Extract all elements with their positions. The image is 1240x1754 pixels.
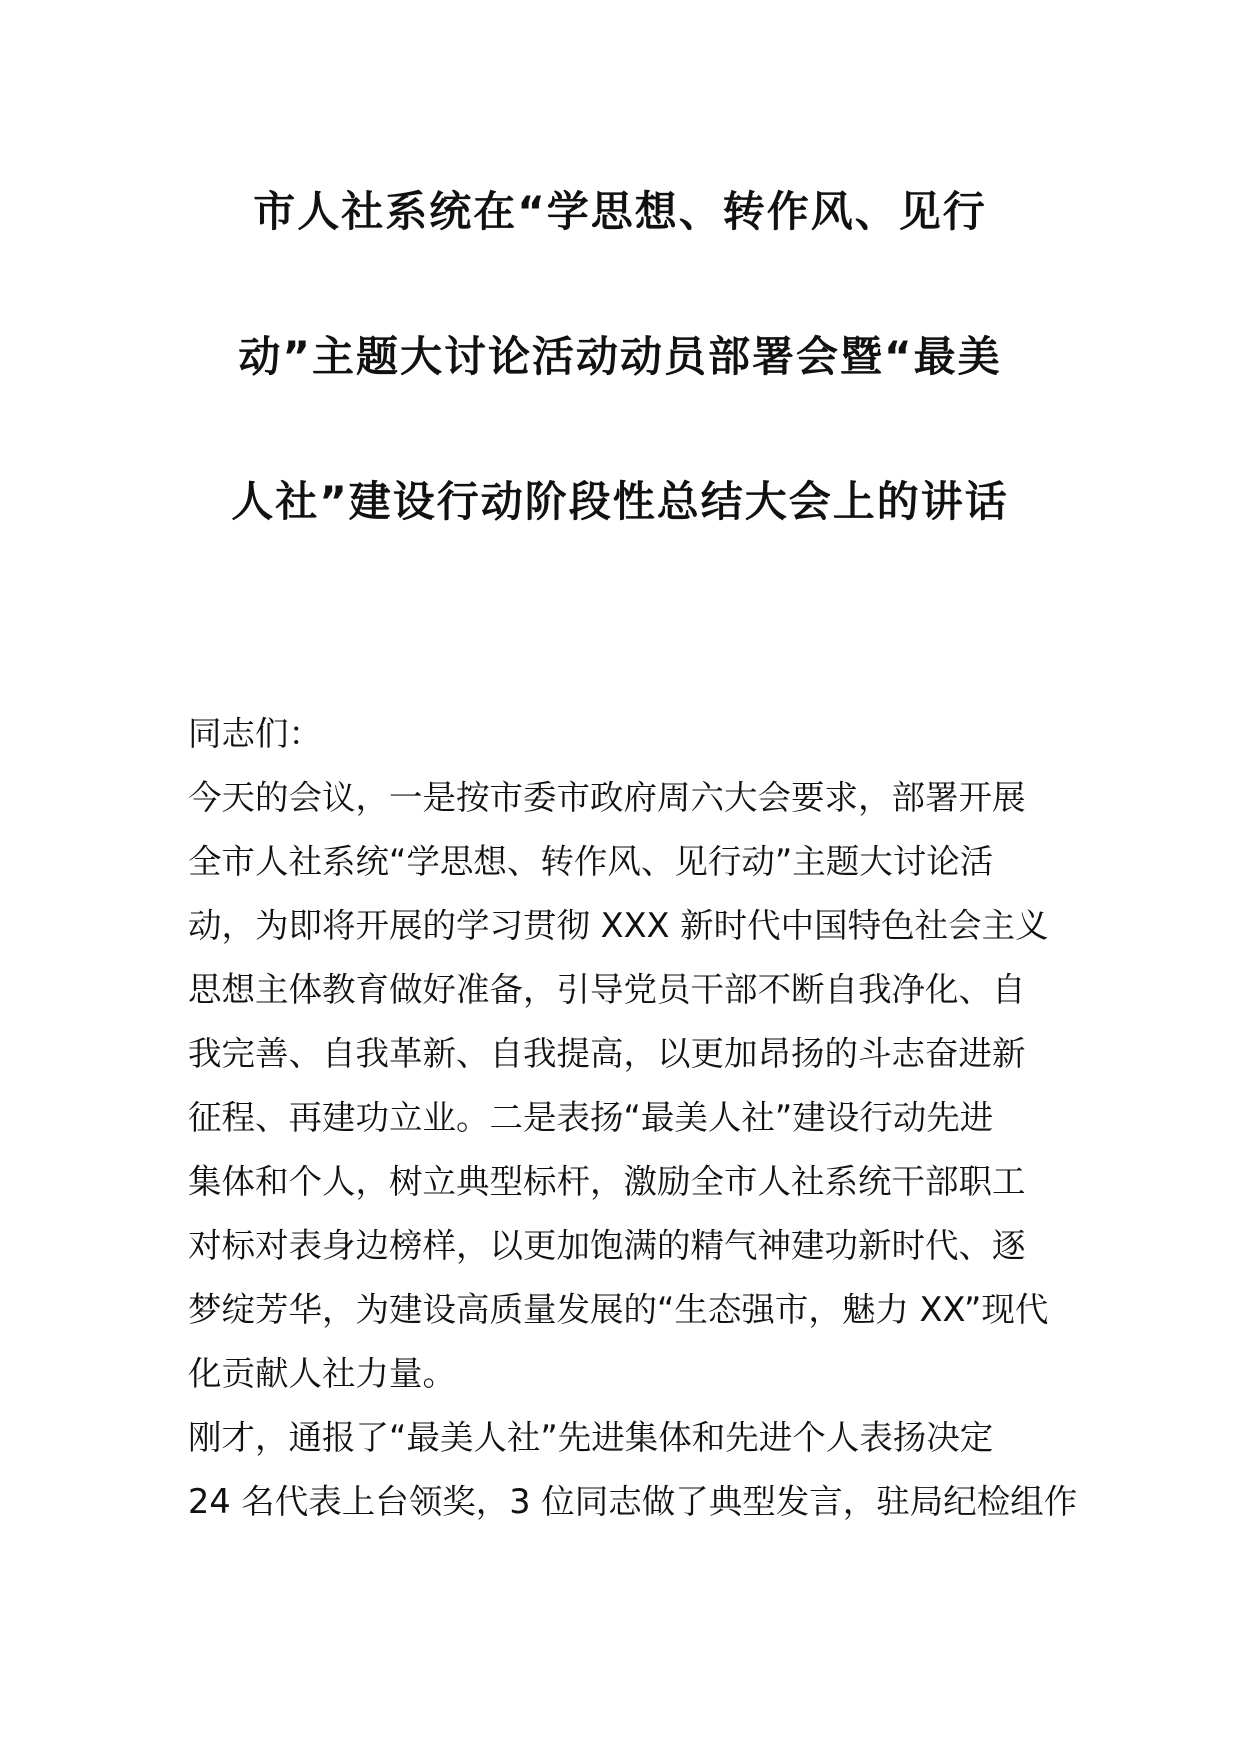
- body-line: 征程、再建功立业。二是表扬“最美人社”建设行动先进: [188, 1098, 994, 1137]
- body-line: 梦绽芳华，为建设高质量发展的“生态强市，魅力 XX”现代: [188, 1290, 1049, 1329]
- speech-body: [188, 702, 1078, 1534]
- body-line: 化贡献人社力量。: [188, 1354, 456, 1393]
- body-line: 动，为即将开展的学习贯彻 XXX 新时代中国特色社会主义: [188, 906, 1049, 945]
- body-line: 全市人社系统“学思想、转作风、见行动”主题大讨论活: [188, 842, 994, 881]
- document-title: [150, 176, 1090, 611]
- body-line: 24 名代表上台领奖，3 位同志做了典型发言，驻局纪检组作: [188, 1482, 1078, 1521]
- body-line: 今天的会议，一是按市委市政府周六大会要求，部署开展: [188, 778, 1026, 817]
- salutation: 同志们：: [188, 714, 322, 753]
- body-line: 思想主体教育做好准备，引导党员干部不断自我净化、自: [188, 970, 1026, 1009]
- body-line: 我完善、自我革新、自我提高，以更加昂扬的斗志奋进新: [188, 1034, 1026, 1073]
- title-line: 动”主题大讨论活动动员部署会暨“最美: [238, 332, 1002, 381]
- body-line: 集体和个人，树立典型标杆，激励全市人社系统干部职工: [188, 1162, 1026, 1201]
- title-line: 人社”建设行动阶段性总结大会上的讲话: [231, 477, 1009, 526]
- body-line: 刚才，通报了“最美人社”先进集体和先进个人表扬决定: [188, 1418, 994, 1457]
- body-line: 对标对表身边榜样，以更加饱满的精气神建功新时代、逐: [188, 1226, 1026, 1265]
- title-line: 市人社系统在“学思想、转作风、见行: [253, 187, 987, 236]
